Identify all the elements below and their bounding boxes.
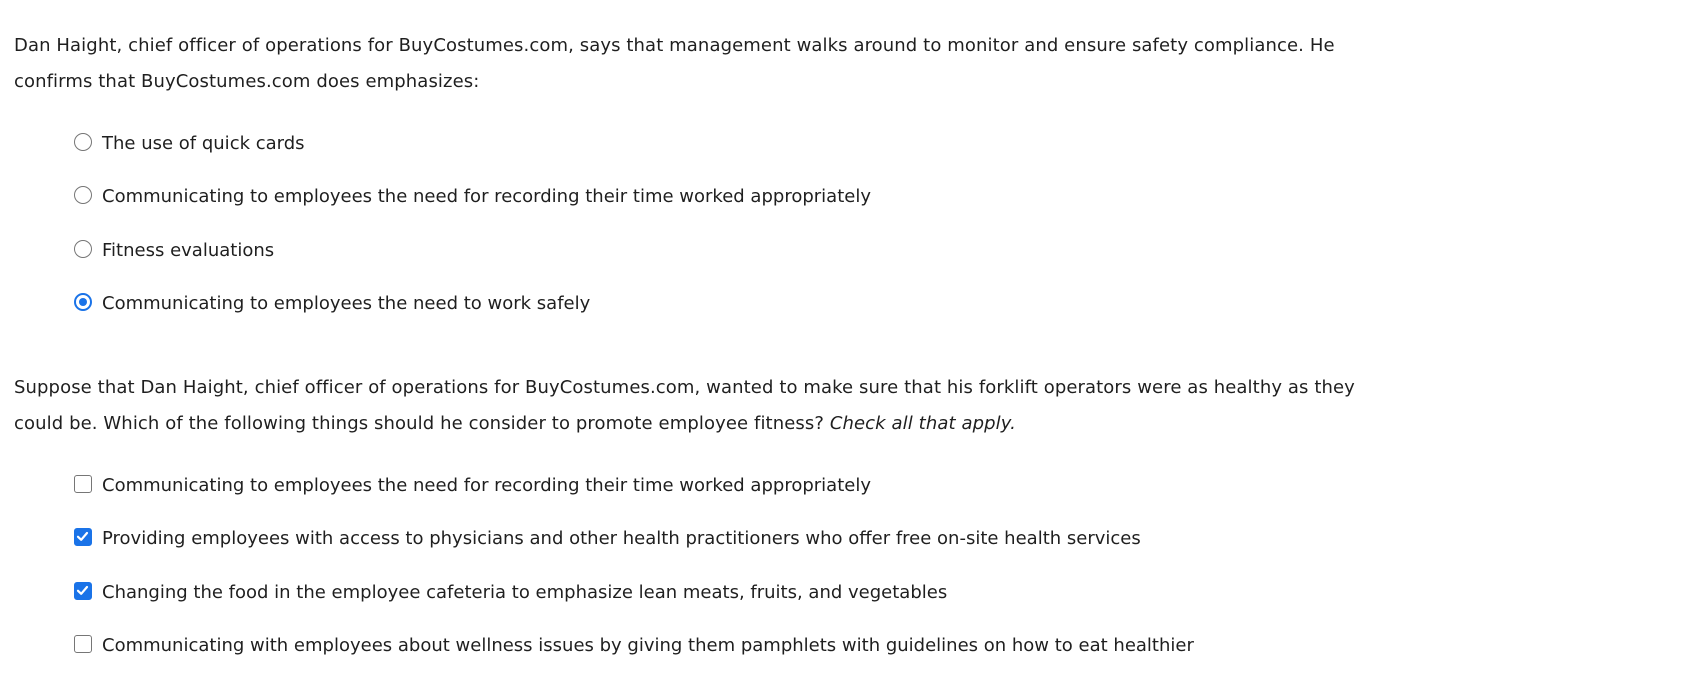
question-2-option-3[interactable] — [74, 566, 1374, 620]
question-2-options — [14, 459, 1374, 673]
radio-button[interactable] — [74, 186, 92, 204]
radio-button-selected[interactable] — [74, 293, 92, 311]
checkbox[interactable] — [74, 635, 92, 653]
question-1-option-4[interactable] — [74, 278, 1374, 332]
option-label: Communicating to employees the need for recording their time worked appropriately — [102, 186, 871, 208]
question-2-option-4[interactable] — [74, 620, 1374, 674]
question-1 — [14, 28, 1374, 331]
radio-button[interactable] — [74, 133, 92, 151]
question-2-option-2[interactable] — [74, 513, 1374, 567]
option-label: Communicating to employees the need to work safely — [102, 293, 591, 315]
option-label: Changing the food in the employee cafeteria to emphasize lean meats, fruits, and vegetables — [102, 581, 948, 603]
checkbox-checked[interactable] — [74, 528, 92, 546]
question-2-prompt — [14, 370, 1374, 442]
option-label: Communicating with employees about wellness issues by giving them pamphlets with guidelines on how to eat healthier — [102, 635, 1194, 657]
question-2-prompt-text: Suppose that Dan Haight, chief officer of operations for BuyCostumes.com, wanted to make sure that his forklift operators were as healthy as they could be. Which of the following things should he consider to promote employee fitness? — [14, 377, 1355, 434]
question-2-option-1[interactable] — [74, 459, 1374, 513]
option-label: Providing employees with access to physicians and other health practitioners who offer free on-site health services — [102, 528, 1141, 550]
option-label: Fitness evaluations — [102, 239, 275, 261]
checkbox-checked[interactable] — [74, 582, 92, 600]
option-label: The use of quick cards — [102, 132, 305, 154]
checkbox[interactable] — [74, 475, 92, 493]
question-2-instruction: Check all that apply. — [829, 413, 1016, 434]
question-1-option-2[interactable] — [74, 171, 1374, 225]
question-1-prompt: Dan Haight, chief officer of operations for BuyCostumes.com, says that management walks around to monitor and ensure safety compliance. He confirms that BuyCostumes.com does emphasizes: — [14, 35, 1335, 92]
question-2 — [14, 370, 1374, 673]
question-1-option-1[interactable] — [74, 117, 1374, 171]
radio-button[interactable] — [74, 240, 92, 258]
question-1-option-3[interactable] — [74, 224, 1374, 278]
question-1-options — [14, 117, 1374, 331]
option-label: Communicating to employees the need for recording their time worked appropriately — [102, 474, 871, 496]
